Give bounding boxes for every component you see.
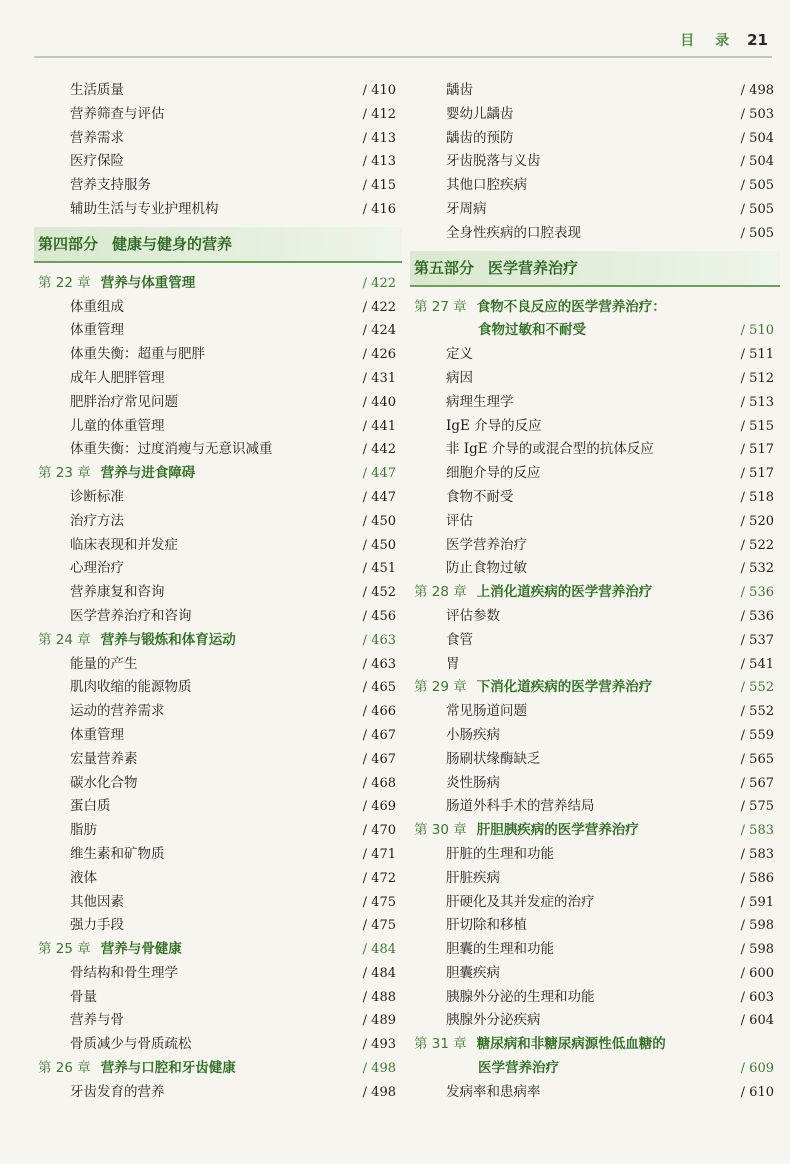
entry-title: 成年人肥胖管理 <box>70 369 165 386</box>
entry-page: / 451 <box>362 561 396 577</box>
entry-title: 体重失衡：过度消瘦与无意识减重 <box>70 441 273 458</box>
chapter-heading[interactable] <box>414 1032 774 1056</box>
entry-page: / 456 <box>362 608 396 624</box>
toc-entry[interactable] <box>414 628 774 652</box>
chapter-page: / 484 <box>362 942 396 958</box>
chapter-title: 营养与进食障碍 <box>100 465 196 482</box>
part-title: 医学营养治疗 <box>488 259 579 278</box>
entry-page: / 552 <box>740 704 774 720</box>
entry-title: 其他口腔疾病 <box>446 177 527 194</box>
part-number: 第四部分 <box>38 235 99 254</box>
chapter-number: 第 28 章 <box>414 584 467 601</box>
part-number: 第五部分 <box>414 259 475 278</box>
toc-entry[interactable] <box>414 1080 774 1104</box>
toc-entry[interactable] <box>414 866 774 890</box>
toc-entry[interactable] <box>38 78 396 102</box>
entry-page: / 537 <box>740 632 774 648</box>
toc-entry[interactable] <box>414 794 774 818</box>
entry-page: / 468 <box>362 775 396 791</box>
entry-title: 胰腺外分泌疾病 <box>446 1012 541 1029</box>
toc-entry[interactable] <box>38 390 396 414</box>
toc-column-left <box>38 78 396 1104</box>
toc-entry[interactable] <box>414 723 774 747</box>
entry-title: 辅助生活与专业护理机构 <box>70 200 219 217</box>
toc-entry[interactable] <box>414 461 774 485</box>
chapter-title: 营养与口腔和牙齿健康 <box>100 1060 236 1077</box>
entry-page: / 512 <box>740 370 774 386</box>
entry-title: 体重管理 <box>70 726 124 743</box>
toc-entry[interactable] <box>414 414 774 438</box>
entry-page: / 489 <box>362 1013 396 1029</box>
entry-title: 骨量 <box>70 988 97 1005</box>
entry-title: 胆囊的生理和功能 <box>446 941 554 958</box>
entry-title: 碳水化合物 <box>70 774 138 791</box>
chapter-page: / 583 <box>740 823 774 839</box>
chapter-number: 第 25 章 <box>38 941 91 958</box>
entry-page: / 475 <box>362 894 396 910</box>
toc-entry[interactable] <box>38 414 396 438</box>
entry-page: / 471 <box>362 846 396 862</box>
entry-page: / 583 <box>740 846 774 862</box>
entry-page: / 463 <box>362 656 396 672</box>
chapter-page: / 510 <box>740 323 774 339</box>
entry-page: / 505 <box>740 225 774 241</box>
chapter-heading-continued[interactable] <box>414 318 774 342</box>
entry-title: 肝脏疾病 <box>446 869 500 886</box>
toc-entry[interactable] <box>38 1032 396 1056</box>
toc-entry[interactable] <box>38 342 396 366</box>
toc-entry[interactable] <box>38 533 396 557</box>
chapter-heading[interactable] <box>414 818 774 842</box>
entry-page: / 413 <box>362 130 396 146</box>
toc-entry[interactable] <box>38 985 396 1009</box>
toc-entry[interactable] <box>38 866 396 890</box>
entry-page: / 517 <box>740 466 774 482</box>
entry-title: 营养支持服务 <box>70 177 151 194</box>
page-header <box>680 30 768 50</box>
entry-title: 病理生理学 <box>446 393 514 410</box>
entry-page: / 467 <box>362 727 396 743</box>
toc-entry[interactable] <box>414 149 774 173</box>
toc-entry[interactable] <box>414 342 774 366</box>
entry-page: / 422 <box>362 299 396 315</box>
entry-page: / 513 <box>740 394 774 410</box>
entry-page: / 415 <box>362 178 396 194</box>
entry-title: 细胞介导的反应 <box>446 465 541 482</box>
toc-entry[interactable] <box>38 149 396 173</box>
toc-entry[interactable] <box>38 913 396 937</box>
entry-title: 营养需求 <box>70 129 124 146</box>
entry-title: 临床表现和并发症 <box>70 536 178 553</box>
chapter-page: / 422 <box>362 275 396 291</box>
chapter-heading[interactable] <box>38 937 396 961</box>
entry-page: / 440 <box>362 394 396 410</box>
toc-entry[interactable] <box>38 723 396 747</box>
toc-entry[interactable] <box>414 533 774 557</box>
toc-entry[interactable] <box>414 1008 774 1032</box>
entry-page: / 541 <box>740 656 774 672</box>
toc-entry[interactable] <box>414 961 774 985</box>
entry-title: 营养与骨 <box>70 1012 124 1029</box>
entry-title: 宏量营养素 <box>70 750 138 767</box>
toc-entry[interactable] <box>38 318 396 342</box>
chapter-number: 第 24 章 <box>38 631 91 648</box>
toc-entry[interactable] <box>414 509 774 533</box>
entry-page: / 565 <box>740 751 774 767</box>
chapter-heading[interactable] <box>38 461 396 485</box>
entry-page: / 559 <box>740 727 774 743</box>
toc-entry[interactable] <box>414 699 774 723</box>
entry-title: 生活质量 <box>70 82 124 98</box>
toc-entry[interactable] <box>414 366 774 390</box>
entry-page: / 466 <box>362 704 396 720</box>
entry-title: 龋齿 <box>446 82 473 98</box>
part-title: 健康与健身的营养 <box>112 235 233 254</box>
chapter-title: 营养与骨健康 <box>100 941 182 958</box>
entry-page: / 604 <box>740 1013 774 1029</box>
entry-page: / 416 <box>362 201 396 217</box>
toc-entry[interactable] <box>414 937 774 961</box>
entry-page: / 450 <box>362 513 396 529</box>
toc-entry[interactable] <box>414 437 774 461</box>
entry-page: / 469 <box>362 799 396 815</box>
toc-entry[interactable] <box>414 890 774 914</box>
entry-page: / 610 <box>740 1084 774 1100</box>
entry-page: / 598 <box>740 942 774 958</box>
entry-page: / 413 <box>362 154 396 170</box>
entry-title: 全身性疾病的口腔表现 <box>446 224 581 241</box>
entry-title: 胆囊疾病 <box>446 964 500 981</box>
toc-entry[interactable] <box>414 652 774 676</box>
chapter-page: / 498 <box>362 1061 396 1077</box>
chapter-page: / 609 <box>740 1061 774 1077</box>
toc-entry[interactable] <box>38 126 396 150</box>
entry-page: / 591 <box>740 894 774 910</box>
entry-page: / 470 <box>362 823 396 839</box>
toc-entry[interactable] <box>414 126 774 150</box>
entry-page: / 600 <box>740 965 774 981</box>
toc-entry[interactable] <box>38 1008 396 1032</box>
chapter-title: 营养与锻炼和体育运动 <box>100 631 236 648</box>
entry-page: / 504 <box>740 130 774 146</box>
entry-title: 胰腺外分泌的生理和功能 <box>446 988 595 1005</box>
entry-page: / 441 <box>362 418 396 434</box>
entry-page: / 586 <box>740 870 774 886</box>
entry-title: 营养筛查与评估 <box>70 105 165 122</box>
entry-title: 食管 <box>446 631 473 648</box>
entry-title: 肝切除和移植 <box>446 917 527 934</box>
chapter-number: 第 30 章 <box>414 822 467 839</box>
entry-title: 心理治疗 <box>70 560 124 577</box>
entry-title: 骨结构和骨生理学 <box>70 964 178 981</box>
entry-page: / 426 <box>362 347 396 363</box>
entry-title: 强力手段 <box>70 917 124 934</box>
entry-page: / 498 <box>740 83 774 98</box>
entry-page: / 532 <box>740 561 774 577</box>
entry-title: 骨质减少与骨质疏松 <box>70 1036 192 1053</box>
header-title: 目 录 <box>680 33 738 49</box>
toc-entry[interactable] <box>38 509 396 533</box>
toc-entry[interactable] <box>414 485 774 509</box>
entry-title: 体重组成 <box>70 298 124 315</box>
chapter-title: 下消化道疾病的医学营养治疗 <box>476 679 653 696</box>
chapter-title: 营养与体重管理 <box>100 274 196 291</box>
toc-entry[interactable] <box>38 771 396 795</box>
entry-page: / 503 <box>740 106 774 122</box>
entry-title: 肌肉收缩的能源物质 <box>70 679 192 696</box>
entry-page: / 493 <box>362 1037 396 1053</box>
entry-title: 医疗保险 <box>70 153 124 170</box>
entry-title: 其他因素 <box>70 893 124 910</box>
entry-title: 非 IgE 介导的或混合型的抗体反应 <box>446 441 654 458</box>
entry-title: 运动的营养需求 <box>70 703 165 720</box>
entry-title: 肠道外科手术的营养结局 <box>446 798 595 815</box>
chapter-number: 第 26 章 <box>38 1060 91 1077</box>
toc-entry[interactable] <box>38 890 396 914</box>
chapter-heading[interactable] <box>38 628 396 652</box>
toc-entry[interactable] <box>414 604 774 628</box>
entry-page: / 431 <box>362 370 396 386</box>
toc-entry[interactable] <box>38 173 396 197</box>
chapter-heading[interactable] <box>414 580 774 604</box>
entry-title: 脂肪 <box>70 822 97 839</box>
entry-title: 病因 <box>446 369 473 386</box>
entry-title: 牙齿脱落与义齿 <box>446 153 541 170</box>
toc-entry[interactable] <box>38 675 396 699</box>
chapter-page: / 536 <box>740 585 774 601</box>
toc-entry[interactable] <box>414 842 774 866</box>
page-number: 21 <box>747 31 768 49</box>
toc-entry[interactable] <box>38 652 396 676</box>
part-heading <box>34 227 402 263</box>
chapter-page: / 447 <box>362 466 396 482</box>
entry-title: 食物不耐受 <box>446 488 514 505</box>
entry-page: / 452 <box>362 585 396 601</box>
entry-page: / 484 <box>362 965 396 981</box>
chapter-heading[interactable] <box>414 295 774 319</box>
entry-page: / 517 <box>740 442 774 458</box>
entry-title: 炎性肠病 <box>446 774 500 791</box>
entry-page: / 424 <box>362 323 396 339</box>
chapter-heading-continued[interactable] <box>414 1056 774 1080</box>
chapter-heading[interactable] <box>414 675 774 699</box>
chapter-title: 食物不良反应的医学营养治疗： <box>476 298 666 315</box>
entry-page: / 511 <box>740 347 774 363</box>
toc-entry[interactable] <box>414 985 774 1009</box>
entry-title: 评估参数 <box>446 607 500 624</box>
entry-title: 体重管理 <box>70 322 124 339</box>
entry-title: 婴幼儿龋齿 <box>446 105 514 122</box>
entry-title: 医学营养治疗和咨询 <box>70 607 192 624</box>
entry-page: / 522 <box>740 537 774 553</box>
chapter-number: 第 27 章 <box>414 298 467 315</box>
toc-entry[interactable] <box>38 366 396 390</box>
toc-entry[interactable] <box>38 794 396 818</box>
entry-page: / 498 <box>362 1084 396 1100</box>
chapter-title: 糖尿病和非糖尿病源性低血糖的 <box>476 1036 666 1053</box>
entry-title: 常见肠道问题 <box>446 703 527 720</box>
toc-entry[interactable] <box>38 818 396 842</box>
toc-entry[interactable] <box>38 556 396 580</box>
entry-page: / 475 <box>362 918 396 934</box>
toc-entry[interactable] <box>38 842 396 866</box>
header-divider <box>34 56 772 58</box>
entry-title: 肥胖治疗常见问题 <box>70 393 178 410</box>
entry-title: 肝硬化及其并发症的治疗 <box>446 893 595 910</box>
entry-title: 能量的产生 <box>70 655 138 672</box>
entry-title: 牙齿发育的营养 <box>70 1083 165 1100</box>
entry-page: / 472 <box>362 870 396 886</box>
chapter-number: 第 31 章 <box>414 1036 467 1053</box>
toc-entry[interactable] <box>38 102 396 126</box>
entry-page: / 505 <box>740 178 774 194</box>
entry-title: 液体 <box>70 869 97 886</box>
entry-title: 医学营养治疗 <box>446 536 527 553</box>
toc-entry[interactable] <box>38 747 396 771</box>
entry-title: 蛋白质 <box>70 798 111 815</box>
toc-entry[interactable] <box>414 173 774 197</box>
chapter-title-cont: 医学营养治疗 <box>478 1060 559 1077</box>
entry-page: / 603 <box>740 989 774 1005</box>
entry-title: 评估 <box>446 512 473 529</box>
entry-title: 牙周病 <box>446 200 487 217</box>
chapter-title: 肝胆胰疾病的医学营养治疗 <box>476 822 639 839</box>
entry-title: 肝脏的生理和功能 <box>446 845 554 862</box>
chapter-heading[interactable] <box>38 1056 396 1080</box>
chapter-heading[interactable] <box>38 271 396 295</box>
entry-page: / 447 <box>362 489 396 505</box>
toc-entry[interactable] <box>38 604 396 628</box>
chapter-title-cont: 食物过敏和不耐受 <box>478 322 586 339</box>
toc-entry[interactable] <box>38 699 396 723</box>
entry-title: IgE 介导的反应 <box>446 417 542 434</box>
entry-page: / 467 <box>362 751 396 767</box>
entry-title: 定义 <box>446 346 473 363</box>
chapter-number: 第 22 章 <box>38 274 91 291</box>
entry-title: 肠刷状缘酶缺乏 <box>446 750 541 767</box>
toc-entry[interactable] <box>414 556 774 580</box>
toc-entry[interactable] <box>414 221 774 245</box>
entry-page: / 575 <box>740 799 774 815</box>
entry-page: / 450 <box>362 537 396 553</box>
entry-page: / 505 <box>740 201 774 217</box>
entry-page: / 488 <box>362 989 396 1005</box>
toc-entry[interactable] <box>38 437 396 461</box>
toc-entry[interactable] <box>38 485 396 509</box>
chapter-title: 上消化道疾病的医学营养治疗 <box>476 584 653 601</box>
toc-entry[interactable] <box>414 747 774 771</box>
entry-page: / 518 <box>740 489 774 505</box>
entry-page: / 442 <box>362 442 396 458</box>
chapter-page: / 552 <box>740 680 774 696</box>
chapter-number: 第 29 章 <box>414 679 467 696</box>
toc-entry[interactable] <box>414 390 774 414</box>
entry-title: 体重失衡：超重与肥胖 <box>70 346 205 363</box>
entry-title: 治疗方法 <box>70 512 124 529</box>
entry-page: / 465 <box>362 680 396 696</box>
toc-entry[interactable] <box>38 1080 396 1104</box>
entry-page: / 536 <box>740 608 774 624</box>
entry-page: / 567 <box>740 775 774 791</box>
entry-title: 龋齿的预防 <box>446 129 514 146</box>
entry-title: 营养康复和咨询 <box>70 584 165 601</box>
toc-entry[interactable] <box>38 197 396 221</box>
toc-entry[interactable] <box>38 295 396 319</box>
entry-title: 儿童的体重管理 <box>70 417 165 434</box>
entry-title: 维生素和矿物质 <box>70 845 165 862</box>
toc-entry[interactable] <box>414 102 774 126</box>
entry-title: 诊断标准 <box>70 488 124 505</box>
entry-title: 发病率和患病率 <box>446 1083 541 1100</box>
part-heading <box>410 251 780 287</box>
toc-entry[interactable] <box>414 913 774 937</box>
entry-page: / 410 <box>362 83 396 98</box>
entry-page: / 520 <box>740 513 774 529</box>
toc-entry[interactable] <box>38 961 396 985</box>
toc-entry[interactable] <box>414 78 774 102</box>
entry-page: / 598 <box>740 918 774 934</box>
entry-title: 胃 <box>446 655 460 672</box>
entry-page: / 515 <box>740 418 774 434</box>
toc-column-right <box>414 78 774 1104</box>
entry-title: 防止食物过敏 <box>446 560 527 577</box>
entry-page: / 504 <box>740 154 774 170</box>
chapter-number: 第 23 章 <box>38 465 91 482</box>
toc-entry[interactable] <box>38 580 396 604</box>
entry-page: / 412 <box>362 106 396 122</box>
toc-entry[interactable] <box>414 197 774 221</box>
entry-title: 小肠疾病 <box>446 726 500 743</box>
toc-entry[interactable] <box>414 771 774 795</box>
chapter-page: / 463 <box>362 632 396 648</box>
